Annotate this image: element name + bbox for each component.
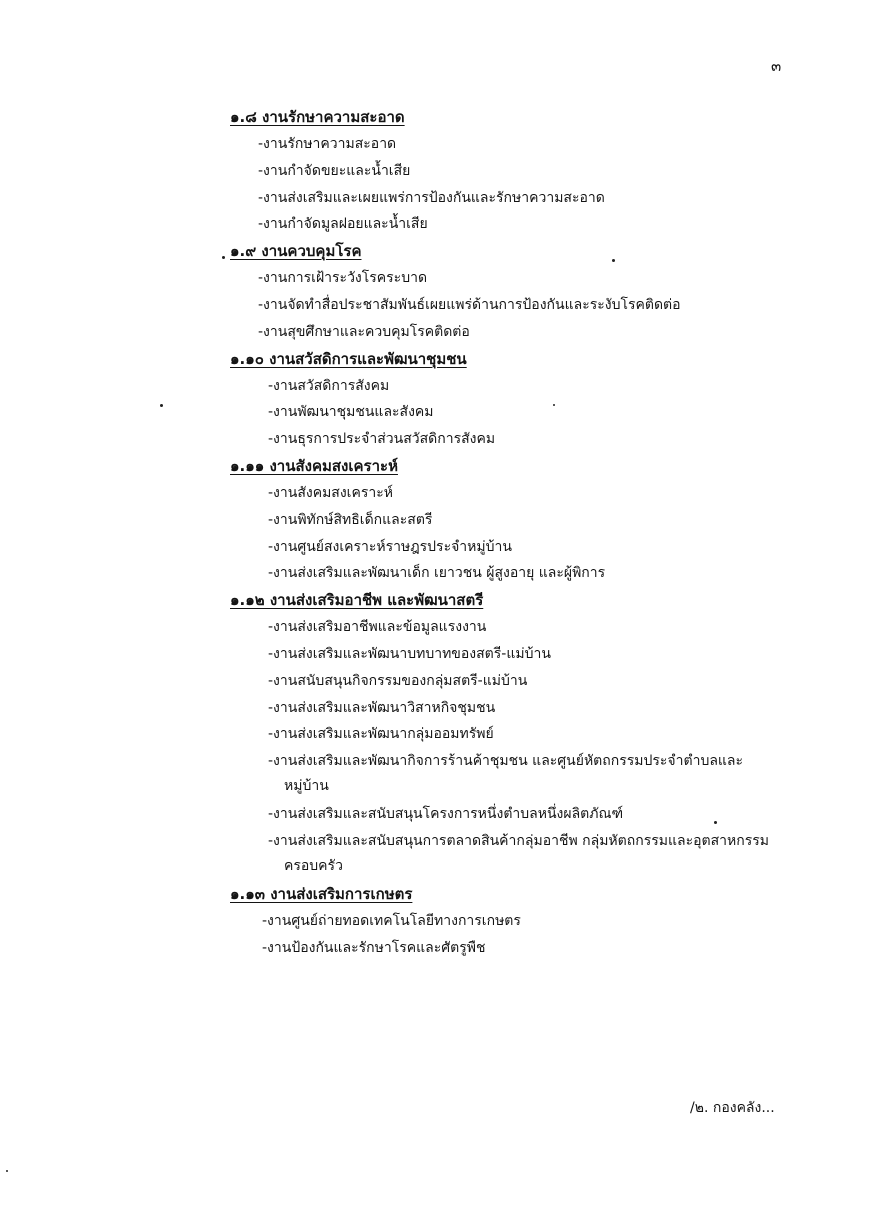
list-item: -งานศูนย์สงเคราะห์ราษฎรประจำหมู่บ้าน: [268, 538, 512, 555]
list-item: [268, 748, 800, 801]
list-item-continuation: ครอบครัว: [284, 857, 343, 874]
list-item: -งานการเฝ้าระวังโรคระบาด: [258, 270, 428, 287]
scan-speck: [553, 404, 555, 406]
section: [0, 881, 876, 962]
section-heading: ๑.๑๑ งานสังคมสงเคราะห์: [230, 456, 398, 475]
section-heading: ๑.๑๓ งานส่งเสริมการเกษตร: [230, 884, 413, 903]
list-item: -งานสุขศึกษาและควบคุมโรคติดต่อ: [258, 323, 470, 340]
list-item: -งานส่งเสริมและพัฒนาบทบาทของสตรี-แม่บ้าน: [268, 645, 551, 662]
page-number: ๓: [771, 57, 782, 75]
list-item: -งานธุรการประจำส่วนสวัสดิการสังคม: [268, 431, 496, 448]
section-heading: ๑.๘ งานรักษาความสะอาด: [230, 108, 405, 126]
list-item: -งานศูนย์ถ่ายทอดเทคโนโลยีทางการเกษตร: [262, 912, 521, 929]
section-item-list: [0, 480, 876, 587]
scan-speck: [222, 256, 225, 259]
list-item: -งานพิทักษ์สิทธิเด็กและสตรี: [268, 511, 433, 528]
list-item: -งานกำจัดมูลฝอยและน้ำเสีย: [258, 216, 428, 233]
list-item: -งานสังคมสงเคราะห์: [268, 484, 393, 501]
list-item: -งานจัดทำสื่อประชาสัมพันธ์เผยแพร่ด้านการป้องกันและระงับโรคติดต่อ: [258, 296, 681, 313]
scan-speck: [6, 1170, 8, 1172]
section: [0, 238, 876, 345]
list-item: -งานส่งเสริมและพัฒนาเด็ก เยาวชน ผู้สูงอายุ และผู้พิการ: [268, 565, 606, 582]
document-body: [0, 104, 876, 962]
section-item-list: [0, 131, 876, 238]
list-item: -งานกำจัดขยะและน้ำเสีย: [258, 162, 411, 179]
section-item-list: [0, 373, 876, 453]
list-item: -งานพัฒนาชุมชนและสังคม: [268, 404, 434, 421]
continuation-note: /๒. กองคลัง...: [690, 1100, 775, 1116]
list-item-text: -งานส่งเสริมและพัฒนากิจการร้านค้าชุมชน และศูนย์หัตถกรรมประจำตำบลและ: [268, 753, 744, 770]
scan-speck: [160, 404, 163, 407]
list-item: -งานสวัสดิการสังคม: [268, 377, 390, 394]
scan-speck: [714, 821, 717, 824]
section-item-list: [0, 265, 876, 345]
section-item-list: [0, 614, 876, 881]
list-item-continuation: หมู่บ้าน: [284, 778, 329, 795]
list-item: -งานส่งเสริมอาชีพและข้อมูลแรงงาน: [268, 619, 487, 636]
list-item: [268, 828, 800, 881]
list-item-text: -งานส่งเสริมและสนับสนุนการตลาดสินค้ากลุ่มอาชีพ กลุ่มหัตถกรรมและอุตสาหกรรม: [268, 832, 769, 849]
list-item: -งานส่งเสริมและพัฒนากลุ่มออมทรัพย์: [268, 726, 494, 743]
section-heading: ๑.๑๒ งานส่งเสริมอาชีพ และพัฒนาสตรี: [230, 591, 484, 610]
list-item: -งานรักษาความสะอาด: [258, 136, 397, 152]
section: [0, 346, 876, 453]
list-item: -งานสนับสนุนกิจกรรมของกลุ่มสตรี-แม่บ้าน: [268, 672, 528, 689]
list-item: -งานส่งเสริมและพัฒนาวิสาหกิจชุมชน: [268, 699, 496, 716]
section: [0, 587, 876, 881]
scan-speck: [612, 259, 615, 262]
section: [0, 453, 876, 587]
list-item: -งานส่งเสริมและสนับสนุนโครงการหนึ่งตำบลหนึ่งผลิตภัณฑ์: [268, 806, 624, 823]
section-heading: ๑.๙ งานควบคุมโรค: [230, 242, 362, 261]
list-item: -งานส่งเสริมและเผยแพร่การป้องกันและรักษาความสะอาด: [258, 189, 605, 206]
section-item-list: [0, 908, 876, 962]
list-item: -งานป้องกันและรักษาโรคและศัตรูพืช: [262, 939, 486, 956]
section-heading: ๑.๑๐ งานสวัสดิการและพัฒนาชุมชน: [230, 349, 467, 368]
section: [0, 104, 876, 238]
